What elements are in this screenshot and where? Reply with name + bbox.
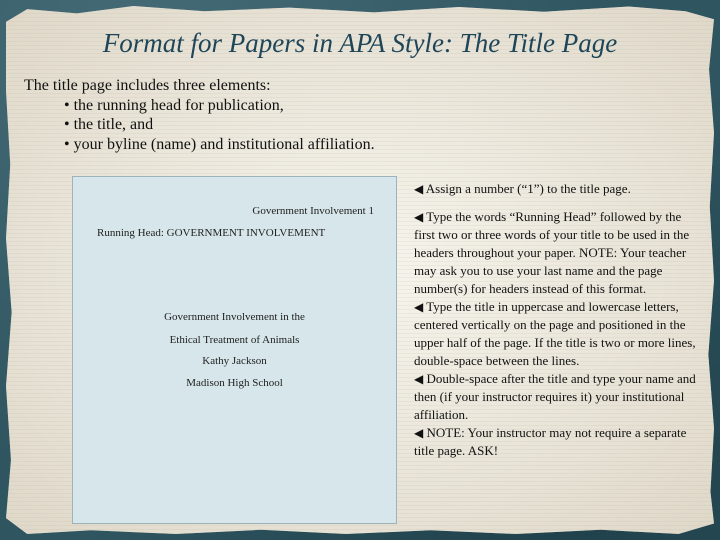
triangle-left-icon: ◀ [414,300,424,314]
triangle-left-icon: ◀ [414,372,424,386]
note-item: ◀ Double-space after the title and type your name and then (if your instructor requires it) your institutional affiliation. [414,371,696,422]
sample-title-line-1: Government Involvement in the [164,311,305,323]
note-item: ◀ Type the title in uppercase and lowercase letters, centered vertically on the page and positioned in the upper half of the page. If the title is two or more lines, double-space between the lines. [414,299,696,368]
triangle-left-icon: ◀ [414,426,424,440]
sample-page-header: Government Involvement 1 [252,205,374,217]
note-item: ◀ Assign a number (“1”) to the title page. [414,181,631,196]
triangle-left-icon: ◀ [414,182,424,196]
sample-institution: Madison High School [186,377,283,389]
notes-column [414,180,696,460]
intro-item: • the title, and [64,115,375,135]
intro-list [24,96,375,155]
intro-item: • your byline (name) and institutional affiliation. [64,135,375,155]
intro-item: • the running head for publication, [64,96,375,116]
intro-section [24,76,375,154]
triangle-left-icon: ◀ [414,210,424,224]
sample-author: Kathy Jackson [202,355,267,367]
slide-title: Format for Papers in APA Style: The Title Page [102,28,618,58]
sample-title-page [72,176,397,524]
intro-lead: The title page includes three elements: [24,77,271,94]
sample-title-line-2: Ethical Treatment of Animals [169,334,300,346]
sample-running-head: Running Head: GOVERNMENT INVOLVEMENT [97,227,326,239]
note-item: ◀ Type the words “Running Head” followed by the first two or three words of your title to be used in the headers throughout your paper. NOTE: Your teacher may ask you to use your last name and the page number(s) for headers instead of this format. [414,209,690,296]
note-item: ◀ NOTE: Your instructor may not require a separate title page. ASK! [414,425,687,458]
